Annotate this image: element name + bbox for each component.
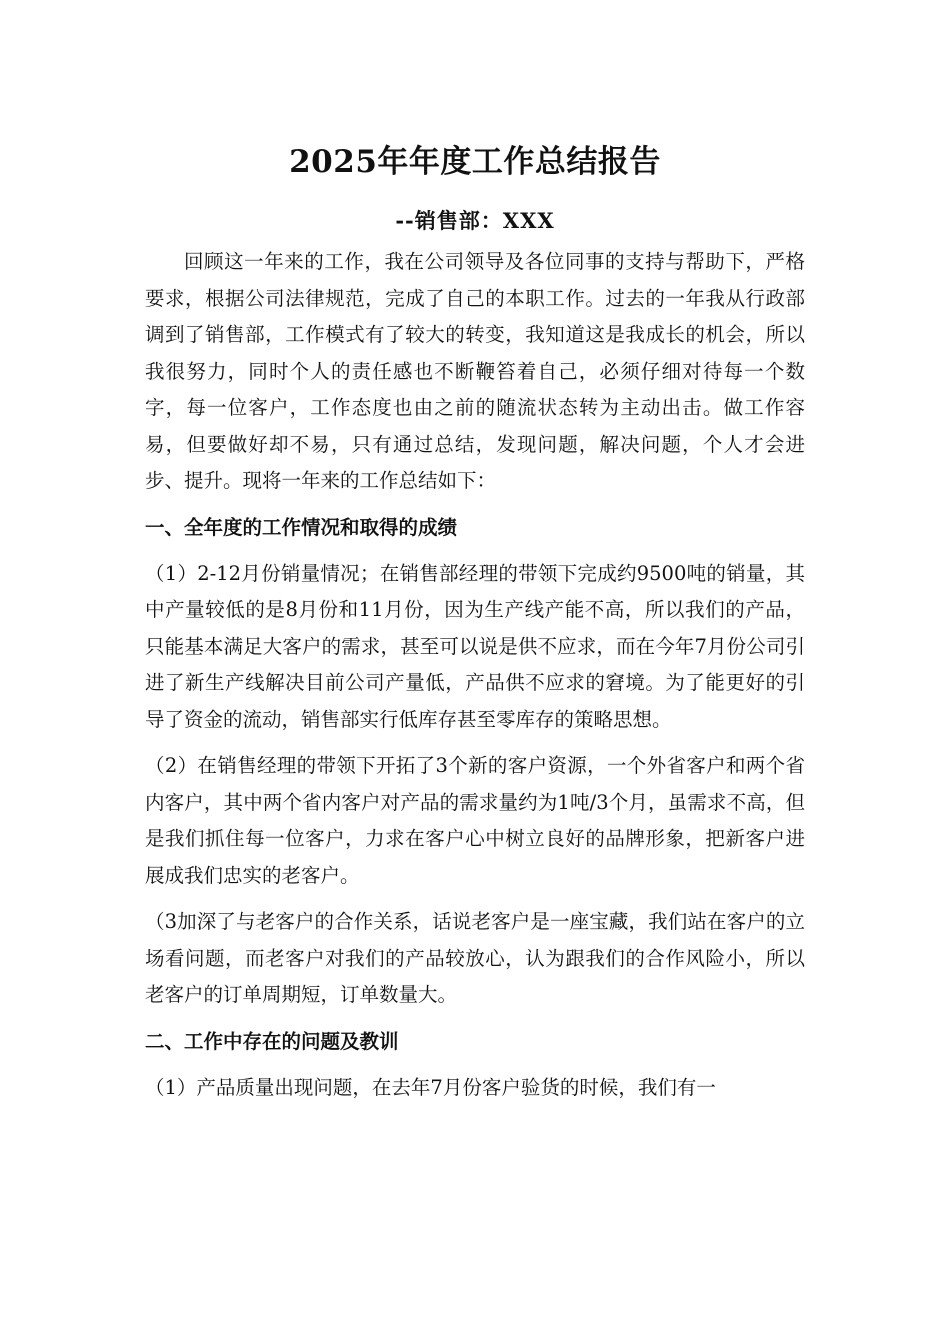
document-body — [145, 140, 805, 1106]
section-heading-achievements: 一、全年度的工作情况和取得的成绩 — [145, 515, 458, 539]
document-subtitle: --销售部：XXX — [395, 208, 555, 233]
achievement-item-1: （1）2-12月份销量情况；在销售部经理的带领下完成约9500吨的销量，其中产量较低的是8月份和11月份，因为生产线产能不高，所以我们的产品，只能基本满足大客户的需求，甚至可以说是供不应求，而在今年7月份公司引进了新生产线解决目前公司产量低，产品供不应求的窘境。为了能更好的引导了资金的流动，销售部实行低库存甚至零库存的策略思想。 — [145, 561, 805, 731]
problem-item-1: （1）产品质量出现问题，在去年7月份客户验货的时候，我们有一 — [145, 1075, 716, 1099]
section-heading-problems: 二、工作中存在的问题及教训 — [145, 1029, 399, 1053]
achievement-item-2: （2）在销售经理的带领下开拓了3个新的客户资源，一个外省客户和两个省内客户，其中两个省内客户对产品的需求量约为1吨/3个月，虽需求不高，但是我们抓住每一位客户，力求在客户心中树立良好的品牌形象，把新客户进展成我们忠实的老客户。 — [145, 754, 805, 887]
document-title: 2025年年度工作总结报告 — [289, 144, 661, 180]
intro-paragraph: 回顾这一年来的工作，我在公司领导及各位同事的支持与帮助下，严格要求，根据公司法律规范，完成了自己的本职工作。过去的一年我从行政部调到了销售部，工作模式有了较大的转变，我知道这是我成长的机会，所以我很努力，同时个人的责任感也不断鞭笞着自己，必须仔细对待每一个数字，每一位客户，工作态度也由之前的随流状态转为主动出击。做工作容易，但要做好却不易，只有通过总结，发现问题，解决问题，个人才会进步、提升。现将一年来的工作总结如下： — [145, 250, 805, 492]
achievement-item-3: （3加深了与老客户的合作关系，话说老客户是一座宝藏，我们站在客户的立场看问题，而老客户对我们的产品较放心，认为跟我们的合作风险小，所以老客户的订单周期短，订单数量大。 — [145, 910, 805, 1006]
